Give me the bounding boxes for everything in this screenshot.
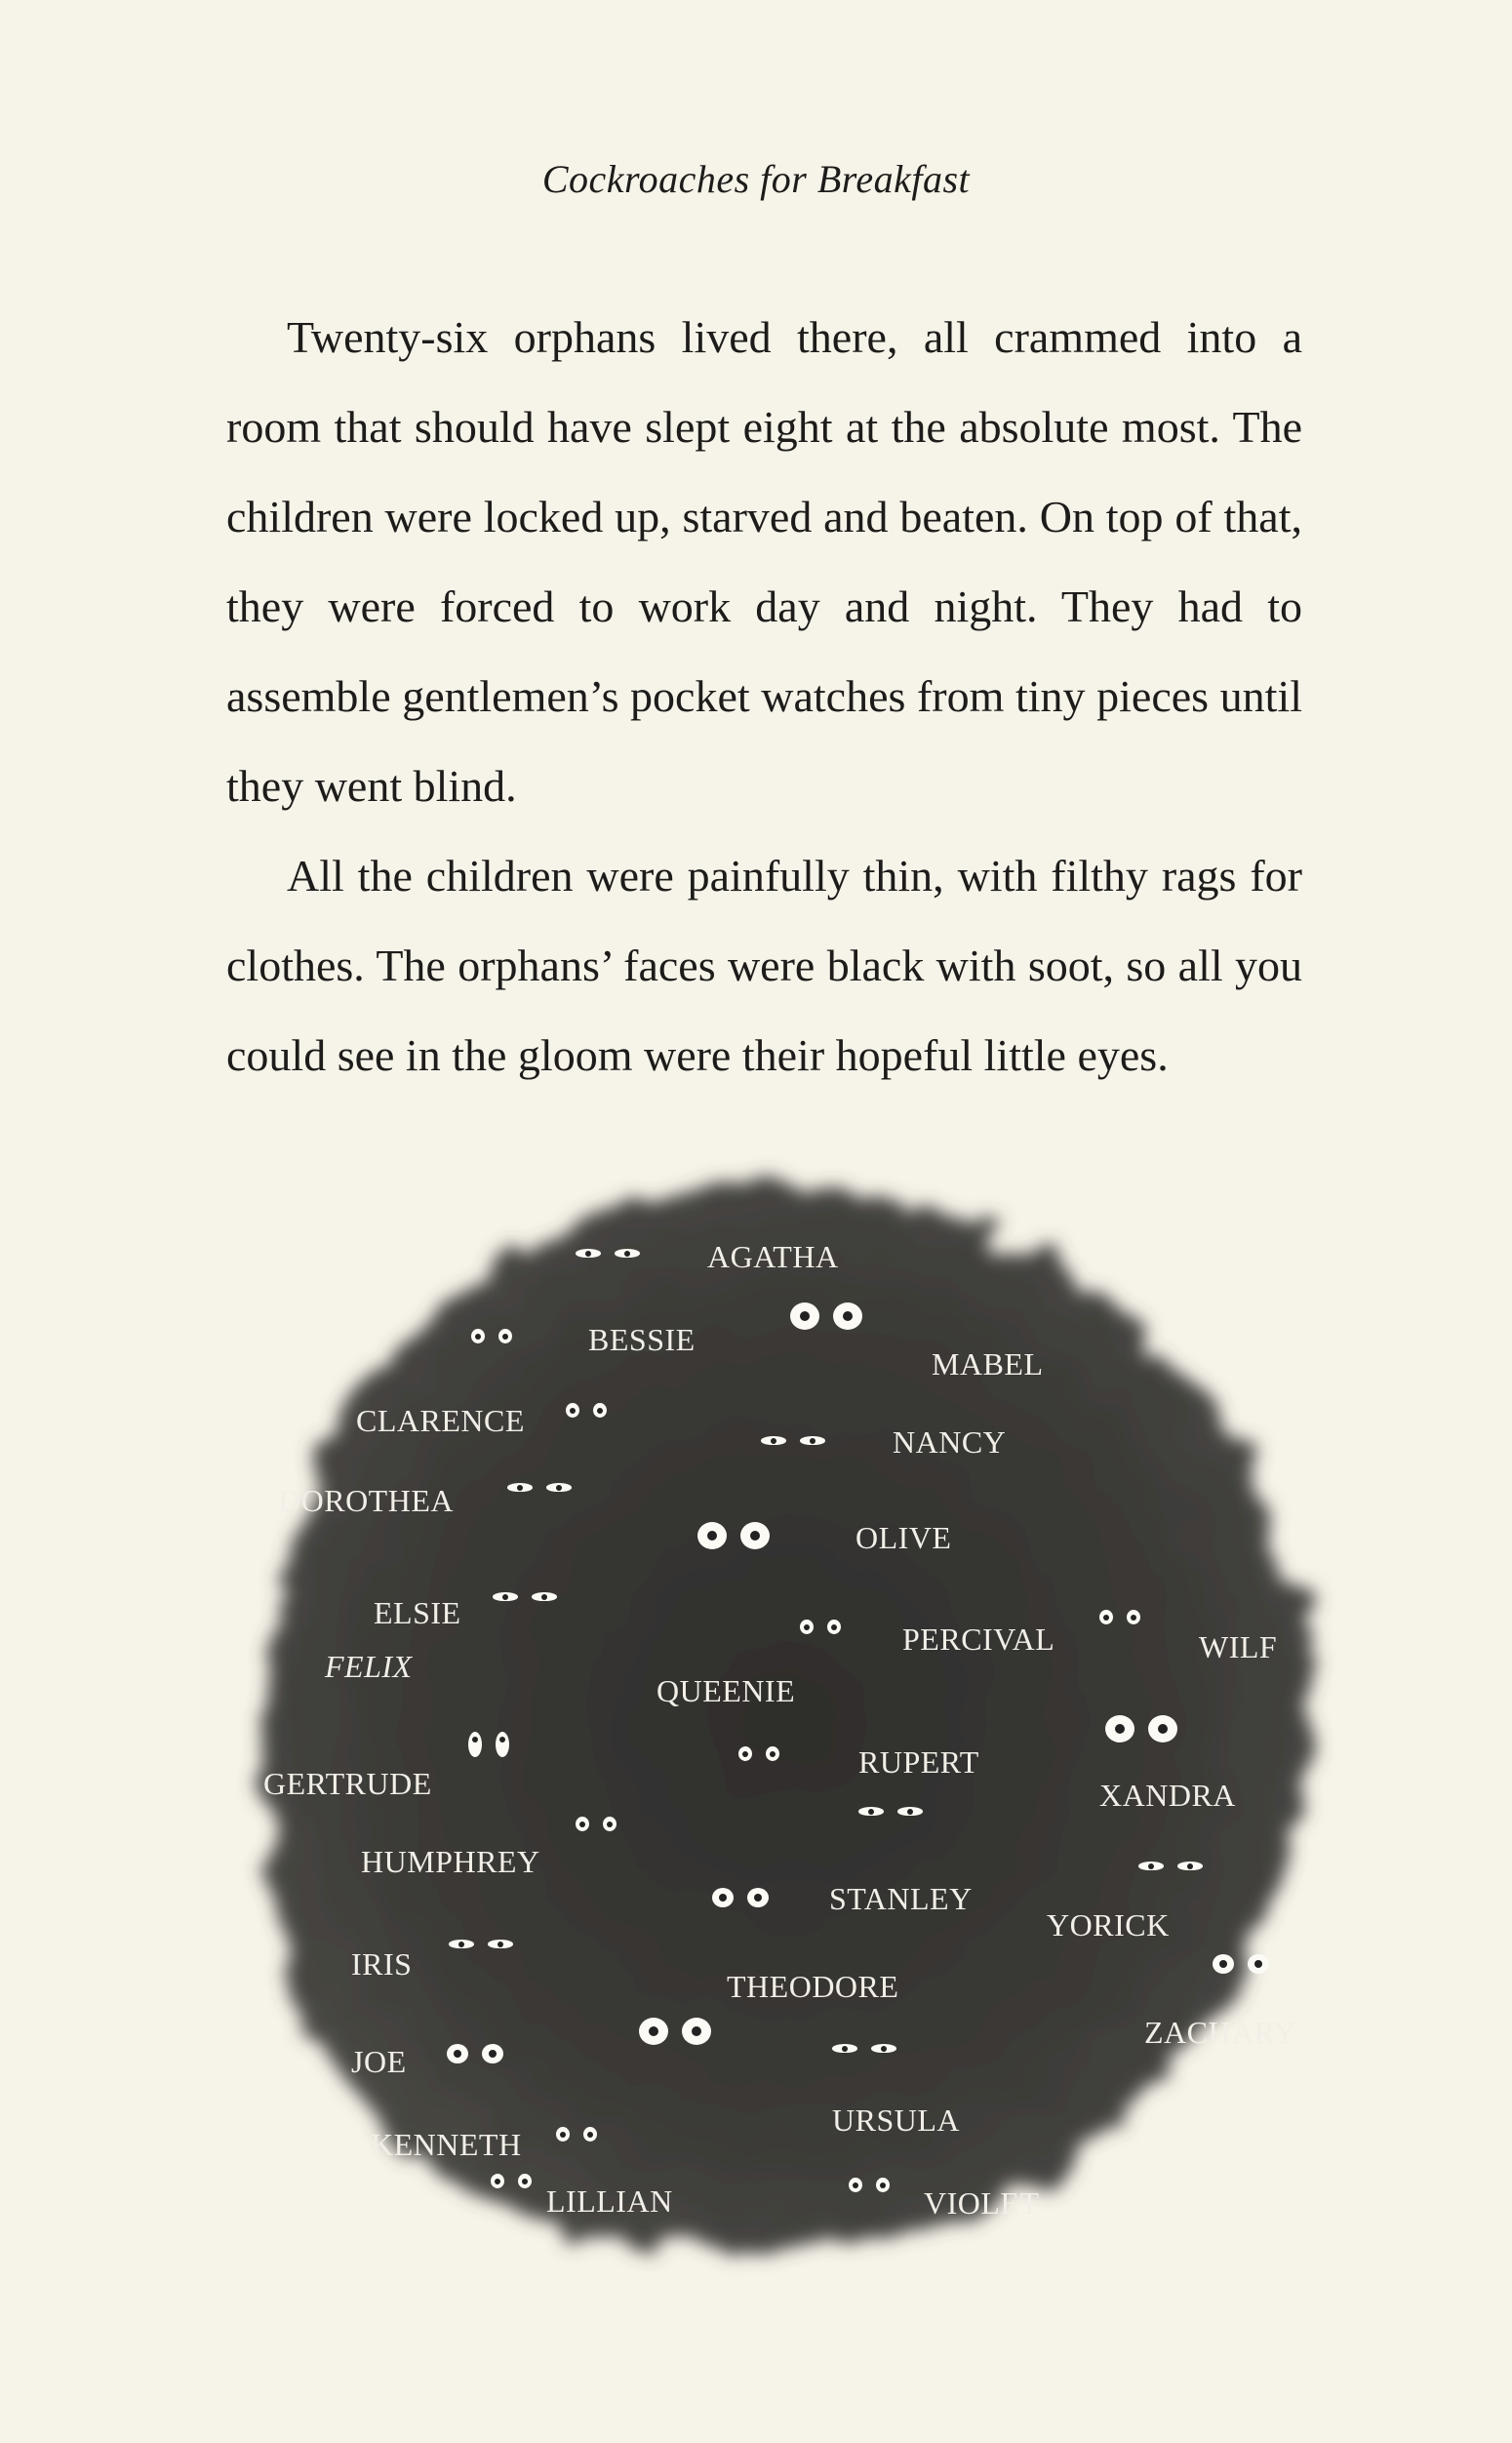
orphan-name: XANDRA bbox=[1099, 1778, 1236, 1813]
eyes-icon bbox=[1105, 1715, 1177, 1742]
eyes-icon bbox=[1213, 1954, 1269, 1974]
eyes-icon bbox=[556, 2127, 597, 2142]
eyes-icon bbox=[447, 2044, 503, 2063]
body-text bbox=[226, 293, 1302, 1101]
eyes-icon bbox=[1138, 1862, 1203, 1870]
eyes-icon bbox=[493, 1592, 557, 1601]
eyes-icon bbox=[576, 1249, 640, 1258]
orphan-name: MABEL bbox=[932, 1346, 1044, 1382]
eyes-icon bbox=[639, 2018, 711, 2045]
orphan-name: URSULA bbox=[832, 2103, 961, 2138]
orphan-name: VIOLET bbox=[924, 2185, 1040, 2221]
eyes-icon bbox=[858, 1807, 923, 1816]
eyes-icon bbox=[576, 1817, 617, 1831]
running-head: Cockroaches for Breakfast bbox=[541, 157, 971, 201]
eyes-icon bbox=[832, 2044, 896, 2053]
orphan-name: IRIS bbox=[351, 1946, 413, 1982]
eyes-icon bbox=[507, 1483, 572, 1492]
orphan-name: YORICK bbox=[1047, 1907, 1170, 1942]
orphan-name: OLIVE bbox=[855, 1520, 952, 1555]
eyes-icon bbox=[738, 1746, 779, 1761]
orphan-name: FELIX bbox=[325, 1649, 413, 1684]
orphan-name: ELSIE bbox=[374, 1595, 461, 1630]
eyes-icon bbox=[849, 2178, 890, 2192]
orphan-name: GERTRUDE bbox=[263, 1766, 432, 1801]
eyes-icon bbox=[449, 1940, 513, 1948]
paragraph-1: Twenty-six orphans lived there, all crammed into a room that should have slept eight at the absolute most. The children were locked up, starved and beaten. On top of that, they were forced to work day and night. They had to assemble gentlemen’s pocket watches from tiny pieces until they went blind. bbox=[226, 312, 1302, 811]
orphan-name: RUPERT bbox=[858, 1744, 979, 1780]
orphan-name: QUEENIE bbox=[657, 1673, 796, 1708]
orphan-name: CLARENCE bbox=[356, 1403, 525, 1438]
orphan-name: NANCY bbox=[893, 1424, 1007, 1460]
orphan-name: WILF bbox=[1199, 1629, 1278, 1664]
eyes-icon bbox=[697, 1522, 770, 1549]
paragraph-2: All the children were painfully thin, with filthy rags for clothes. The orphans’ faces were black with soot, so all you could see in the gloom were their hopeful little eyes. bbox=[226, 851, 1302, 1080]
eyes-icon bbox=[468, 1732, 509, 1757]
eyes-icon bbox=[800, 1620, 841, 1634]
orphan-name: HUMPHREY bbox=[361, 1844, 540, 1879]
eyes-icon bbox=[761, 1436, 825, 1445]
eyes-icon bbox=[790, 1302, 862, 1330]
orphan-name: LILLIAN bbox=[546, 2183, 673, 2219]
eyes-icon bbox=[471, 1329, 512, 1343]
orphan-name: KENNETH bbox=[371, 2127, 522, 2162]
orphan-name: JOE bbox=[351, 2044, 407, 2079]
orphan-name: PERCIVAL bbox=[902, 1622, 1055, 1657]
orphans-illustration bbox=[219, 1151, 1351, 2283]
orphan-name: DOROTHEA bbox=[278, 1483, 454, 1518]
eyes-icon bbox=[566, 1403, 607, 1418]
orphan-name: BESSIE bbox=[588, 1322, 696, 1357]
orphan-name: ZACHARY bbox=[1144, 2015, 1297, 2050]
eyes-icon bbox=[712, 1888, 769, 1907]
orphan-name: THEODORE bbox=[727, 1969, 899, 2004]
eyes-icon bbox=[1099, 1610, 1140, 1624]
eyes-icon bbox=[491, 2174, 532, 2188]
orphan-name: AGATHA bbox=[707, 1239, 839, 1274]
orphan-name: STANLEY bbox=[829, 1881, 973, 1916]
soot-blot bbox=[219, 1151, 1351, 2283]
